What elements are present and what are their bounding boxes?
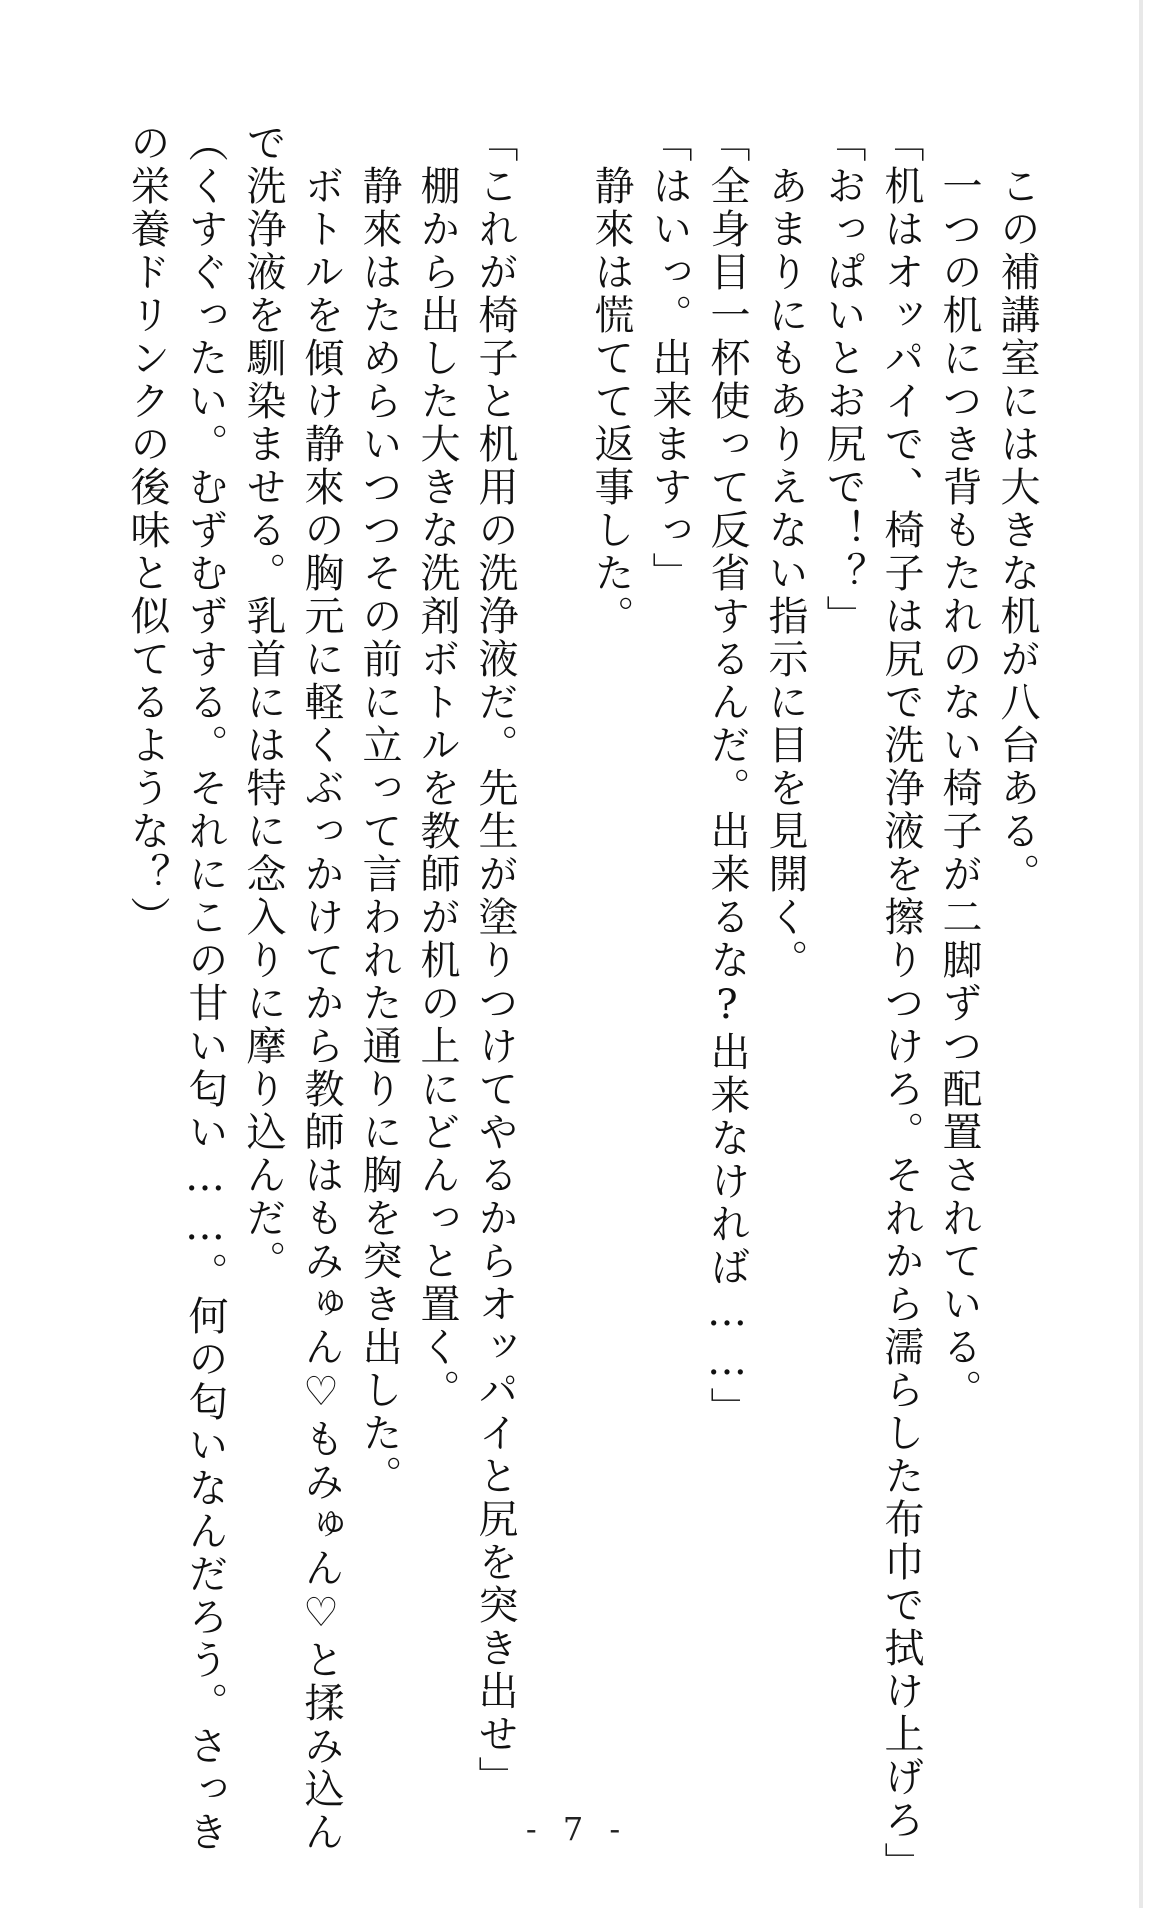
text-line: 棚から出した大きな洗剤ボトルを教師が机の上にどんっと置く。 (414, 122, 460, 1412)
text-line: 「はいっ。出来ますっ」 (646, 122, 692, 595)
text-line: 「机はオッパイで、椅子は尻で洗浄液を擦りつけろ。それから濡らした布巾で拭け上げろ」 (878, 122, 924, 1885)
text-line: で洗浄液を馴染ませる。乳首には特に念入りに摩り込んだ。 (240, 122, 286, 1283)
vertical-body-text (118, 122, 1046, 1885)
text-line: あまりにもありえない指示に目を見開く。 (762, 122, 808, 982)
text-line: （くすぐったい。むずむずする。それにこの甘い匂い……。何の匂いなんだろう。さっき (182, 122, 228, 1854)
text-line: ボトルを傾け静來の胸元に軽くぶっかけてから教師はもみゅん♡もみゅん♡と揉み込ん (298, 122, 344, 1854)
text-line: の栄養ドリンクの後味と似てるような？） (124, 122, 170, 939)
blank-line (524, 122, 582, 123)
page-number: - 7 - (525, 1810, 629, 1848)
text-line: 「これが椅子と机用の洗浄液だ。先生が塗りつけてやるからオッパイと尻を突き出せ」 (472, 122, 518, 1799)
text-line: 静來は慌てて返事した。 (588, 122, 634, 638)
text-line: 「全身目一杯使って反省するんだ。出来るな?出来なければ……」 (704, 122, 750, 1430)
text-line: 「おっぱいとお尻で！？」 (820, 122, 866, 638)
text-line: 一つの机につき背もたれのない椅子が二脚ずつ配置されている。 (936, 122, 982, 1412)
text-line: 静來はためらいつつその前に立って言われた通りに胸を突き出した。 (356, 122, 402, 1498)
text-line: この補講室には大きな机が八台ある。 (994, 122, 1040, 896)
page-edge-divider (1139, 0, 1143, 1908)
